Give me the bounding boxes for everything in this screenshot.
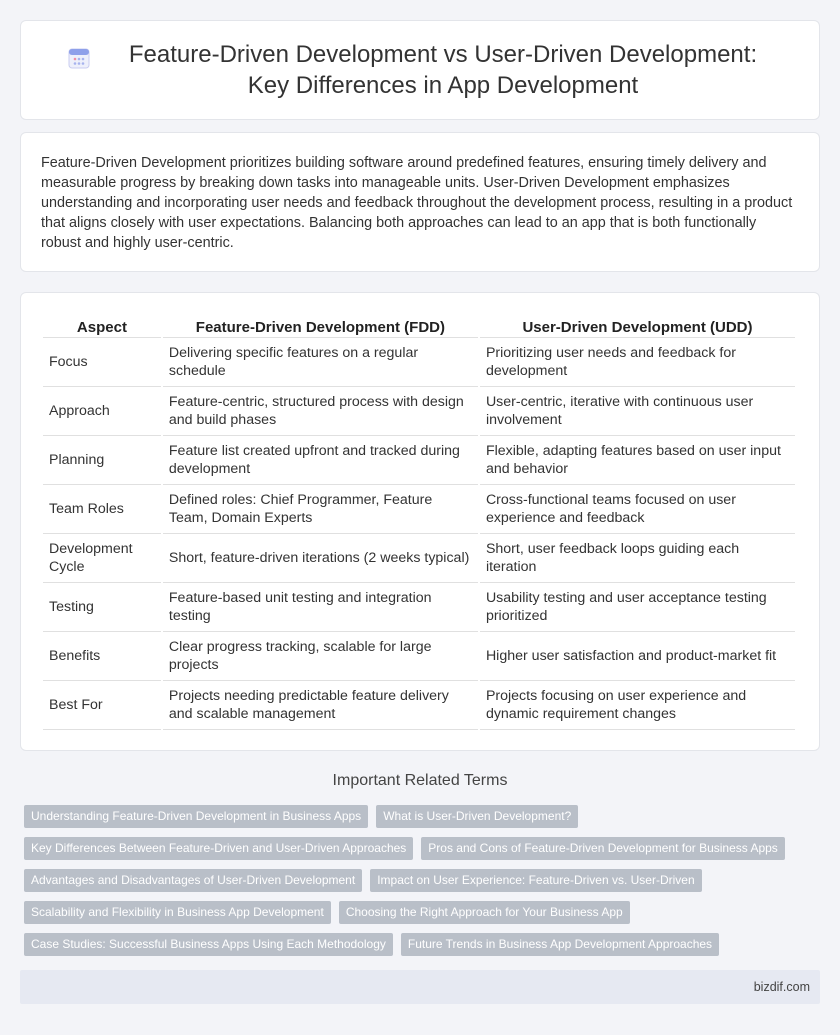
tag-row: [24, 837, 814, 860]
cell-aspect: Development Cycle: [43, 534, 161, 583]
cell-fdd: Feature list created upfront and tracked during development: [163, 436, 478, 485]
table-row: [43, 436, 795, 485]
cell-aspect: Focus: [43, 338, 161, 387]
related-term-link[interactable]: Scalability and Flexibility in Business App Development: [24, 901, 331, 924]
cell-aspect: Benefits: [43, 632, 161, 681]
cell-fdd: Defined roles: Chief Programmer, Feature Team, Domain Experts: [163, 485, 478, 534]
cell-udd: Flexible, adapting features based on user input and behavior: [480, 436, 795, 485]
comparison-card: [20, 292, 820, 751]
cell-fdd: Feature-centric, structured process with design and build phases: [163, 387, 478, 436]
tag-row: [24, 933, 814, 956]
tag-row: [24, 901, 814, 924]
table-header-row: [43, 313, 795, 338]
cell-fdd: Short, feature-driven iterations (2 weeks typical): [163, 534, 478, 583]
cell-fdd: Clear progress tracking, scalable for large projects: [163, 632, 478, 681]
comparison-table: [41, 313, 797, 730]
table-row: [43, 485, 795, 534]
header-aspect: Aspect: [43, 313, 161, 338]
table-row: [43, 632, 795, 681]
cell-fdd: Projects needing predictable feature delivery and scalable management: [163, 681, 478, 730]
page-title: Feature-Driven Development vs User-Driven Development: Key Differences in App Development: [128, 41, 758, 99]
intro-card: [20, 132, 820, 272]
cell-fdd: Feature-based unit testing and integration testing: [163, 583, 478, 632]
footer: [20, 970, 820, 1004]
tag-row: [24, 869, 814, 892]
calendar-icon: [67, 46, 91, 70]
header-udd: User-Driven Development (UDD): [480, 313, 795, 338]
cell-fdd: Delivering specific features on a regular schedule: [163, 338, 478, 387]
table-row: [43, 387, 795, 436]
cell-udd: Usability testing and user acceptance testing prioritized: [480, 583, 795, 632]
related-term-link[interactable]: Future Trends in Business App Development Approaches: [401, 933, 719, 956]
table-row: [43, 338, 795, 387]
cell-udd: User-centric, iterative with continuous user involvement: [480, 387, 795, 436]
cell-aspect: Best For: [43, 681, 161, 730]
table-row: [43, 583, 795, 632]
related-term-link[interactable]: What is User-Driven Development?: [376, 805, 578, 828]
table-row: [43, 534, 795, 583]
header-fdd: Feature-Driven Development (FDD): [163, 313, 478, 338]
table-row: [43, 681, 795, 730]
related-term-link[interactable]: Understanding Feature-Driven Development in Business Apps: [24, 805, 368, 828]
cell-udd: Cross-functional teams focused on user experience and feedback: [480, 485, 795, 534]
title-card: [20, 20, 820, 120]
cell-udd: Short, user feedback loops guiding each iteration: [480, 534, 795, 583]
related-terms-title: Important Related Terms: [332, 772, 508, 789]
cell-udd: Projects focusing on user experience and dynamic requirement changes: [480, 681, 795, 730]
related-term-link[interactable]: Case Studies: Successful Business Apps Using Each Methodology: [24, 933, 393, 956]
related-term-link[interactable]: Key Differences Between Feature-Driven and User-Driven Approaches: [24, 837, 413, 860]
related-term-link[interactable]: Advantages and Disadvantages of User-Driven Development: [24, 869, 362, 892]
site-name[interactable]: bizdif.com: [753, 980, 810, 994]
cell-aspect: Team Roles: [43, 485, 161, 534]
cell-aspect: Planning: [43, 436, 161, 485]
related-term-link[interactable]: Impact on User Experience: Feature-Driven vs. User-Driven: [370, 869, 701, 892]
tag-row: [24, 805, 814, 828]
intro-paragraph: Feature-Driven Development prioritizes building software around predefined features, ensuring timely delivery and measurable progress by breaking down tasks into manageable units. User-Driven Development emphasizes understanding and incorporating user needs and feedback throughout the development process, resulting in a product that aligns closely with user expectations. Balancing both approaches can lead to an app that is both functionally robust and highly user-centric.: [41, 155, 793, 251]
cell-udd: Higher user satisfaction and product-market fit: [480, 632, 795, 681]
cell-aspect: Testing: [43, 583, 161, 632]
cell-aspect: Approach: [43, 387, 161, 436]
related-terms: [24, 805, 814, 965]
related-term-link[interactable]: Pros and Cons of Feature-Driven Development for Business Apps: [421, 837, 785, 860]
cell-udd: Prioritizing user needs and feedback for development: [480, 338, 795, 387]
related-term-link[interactable]: Choosing the Right Approach for Your Business App: [339, 901, 630, 924]
